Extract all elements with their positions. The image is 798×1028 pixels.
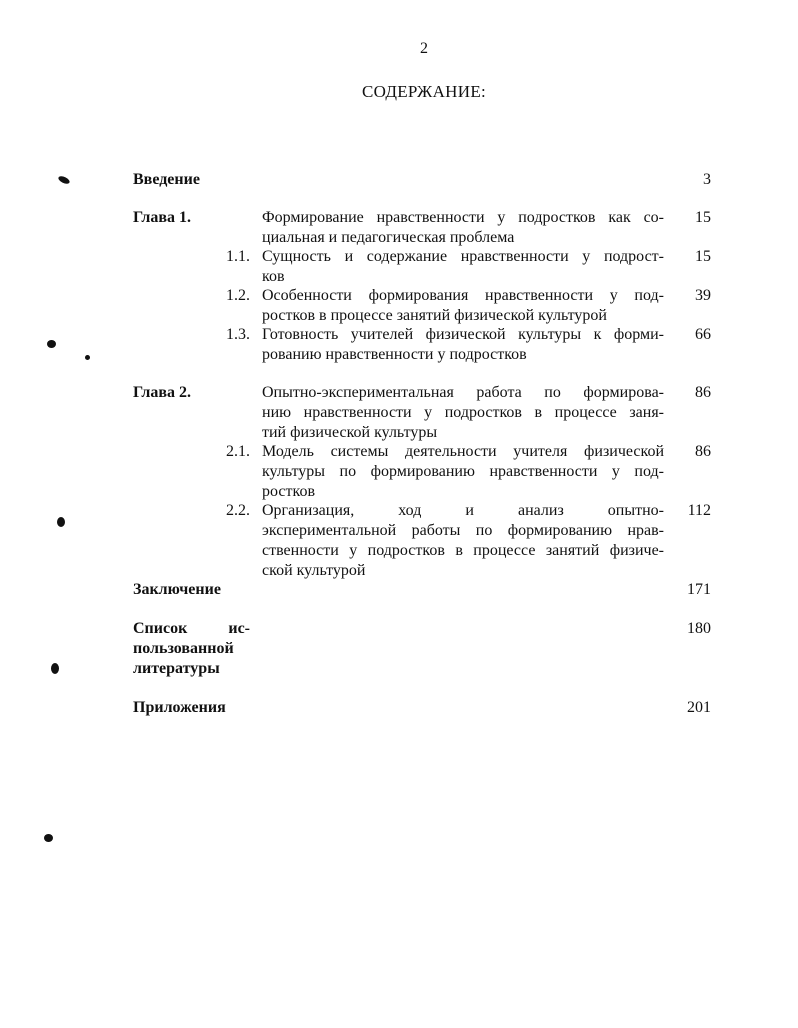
toc-line: ростков bbox=[262, 483, 316, 500]
toc-intro-page: 3 bbox=[703, 171, 711, 188]
toc-section-title bbox=[262, 442, 664, 502]
toc-references-label bbox=[133, 619, 250, 679]
toc-line: Готовность учителей физической культуры к форми- bbox=[262, 326, 664, 343]
toc-line: рованию нравственности у подростков bbox=[262, 346, 527, 363]
toc-line: пользованной bbox=[133, 640, 234, 657]
toc-section-title bbox=[262, 325, 664, 365]
toc-chapter2-page: 86 bbox=[695, 384, 711, 401]
toc-section-title bbox=[262, 247, 664, 287]
toc-section-page: 15 bbox=[695, 248, 711, 265]
toc-line: ростков в процессе занятий физической культурой bbox=[262, 307, 607, 324]
page-number: 2 bbox=[420, 40, 428, 57]
toc-line: ственности у подростков в процессе занятий физиче- bbox=[262, 542, 664, 559]
toc-line: Список ис- bbox=[133, 620, 250, 637]
toc-section-number: 2.2. bbox=[226, 502, 250, 519]
toc-line: Формирование нравственности у подростков как со- bbox=[262, 209, 664, 226]
toc-conclusion-label: Заключение bbox=[133, 581, 221, 598]
toc-conclusion-page: 171 bbox=[687, 581, 711, 598]
toc-appendix-label: Приложения bbox=[133, 699, 226, 716]
scan-speck bbox=[47, 340, 56, 348]
toc-chapter2-title bbox=[262, 383, 664, 443]
toc-intro-label: Введение bbox=[133, 171, 200, 188]
toc-section-title bbox=[262, 501, 664, 581]
toc-line: литературы bbox=[133, 660, 220, 677]
toc-references-page: 180 bbox=[687, 620, 711, 637]
toc-line: Опытно-экспериментальная работа по формирова- bbox=[262, 384, 664, 401]
toc-section-number: 2.1. bbox=[226, 443, 250, 460]
scan-speck bbox=[57, 517, 65, 527]
scan-speck bbox=[51, 663, 59, 674]
toc-line: Особенности формирования нравственности у под- bbox=[262, 287, 664, 304]
toc-section-title bbox=[262, 286, 664, 326]
toc-chapter1-label: Глава 1. bbox=[133, 209, 191, 226]
toc-line: Сущность и содержание нравственности у подрост- bbox=[262, 248, 664, 265]
toc-section-number: 1.1. bbox=[226, 248, 250, 265]
toc-line: культуры по формированию нравственности у под- bbox=[262, 463, 664, 480]
scan-speck bbox=[85, 355, 90, 360]
toc-line: циальная и педагогическая проблема bbox=[262, 229, 515, 246]
toc-line: экспериментальной работы по формированию нрав- bbox=[262, 522, 664, 539]
toc-line: нию нравственности у подростков в процессе заня- bbox=[262, 404, 664, 421]
toc-line: Организация, ход и анализ опытно- bbox=[262, 502, 664, 519]
toc-line: ков bbox=[262, 268, 285, 285]
scan-speck bbox=[44, 834, 53, 842]
toc-appendix-page: 201 bbox=[687, 699, 711, 716]
toc-line: ской культурой bbox=[262, 562, 366, 579]
toc-section-number: 1.2. bbox=[226, 287, 250, 304]
toc-chapter1-title bbox=[262, 208, 664, 248]
page-title: СОДЕРЖАНИЕ: bbox=[361, 82, 487, 101]
toc-line: тий физической культуры bbox=[262, 424, 438, 441]
scan-speck bbox=[57, 175, 70, 186]
toc-section-number: 1.3. bbox=[226, 326, 250, 343]
toc-chapter2-label: Глава 2. bbox=[133, 384, 191, 401]
toc-section-page: 86 bbox=[695, 443, 711, 460]
toc-section-page: 112 bbox=[687, 502, 711, 519]
toc-chapter1-page: 15 bbox=[695, 209, 711, 226]
toc-section-page: 66 bbox=[695, 326, 711, 343]
toc-line: Модель системы деятельности учителя физической bbox=[262, 443, 664, 460]
toc-section-page: 39 bbox=[695, 287, 711, 304]
